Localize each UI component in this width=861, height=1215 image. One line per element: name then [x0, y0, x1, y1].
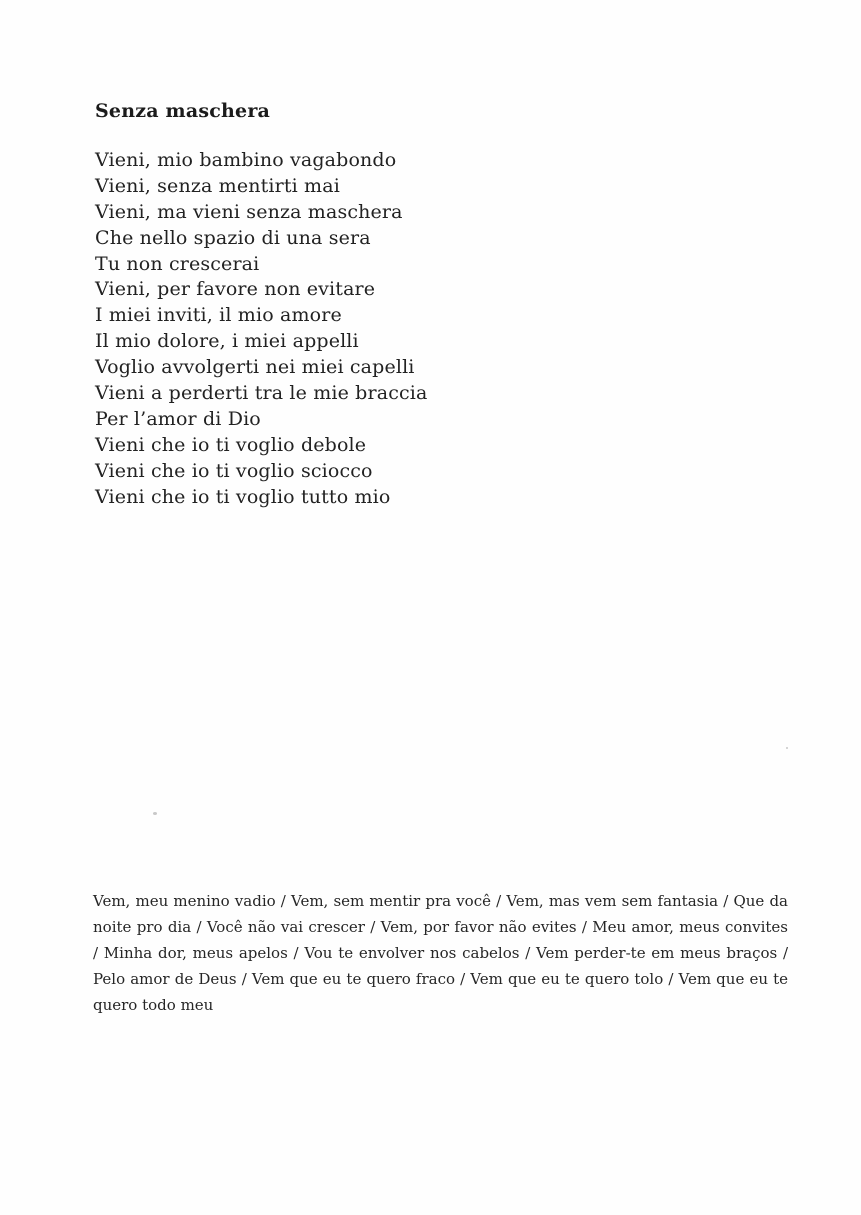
poem-line: Vieni, senza mentirti mai [95, 174, 340, 197]
poem-line: I miei inviti, il mio amore [95, 304, 342, 327]
poem-line: Vieni, mio bambino vagabondo [95, 149, 397, 171]
poem-line: Il mio dolore, i miei appelli [95, 330, 359, 353]
paper-speck [786, 747, 788, 749]
poem-line: Tu non crescerai [95, 252, 260, 275]
poem-line: Vieni, per favore non evitare [95, 278, 376, 301]
poem-line: Voglio avvolgerti nei miei capelli [95, 356, 415, 379]
portuguese-translation: Vem, meu menino vadio / Vem, sem mentir pra você / Vem, mas vem sem fantasia / Que da noite pro dia / Você não vai crescer / Vem, por favor não evites / Meu amor, meus convites / Minha dor, meus apelos / Vou te envolver nos cabelos / Vem perder-te em meus braços / Pelo amor de Deus / Vem que eu te quero fraco / Vem que eu te quero tolo / Vem que eu te quero todo meu [93, 892, 788, 1014]
poem-line: Vieni che io ti voglio sciocco [95, 459, 373, 482]
poem-line: Vieni che io ti voglio tutto mio [95, 485, 391, 508]
poem-verse [95, 148, 428, 510]
poem-line: Per l’amor di Dio [95, 407, 261, 430]
poem-line: Vieni che io ti voglio debole [95, 433, 367, 456]
poem-title: Senza maschera [95, 100, 271, 122]
poem-line: Vieni a perderti tra le mie braccia [95, 382, 428, 405]
poem-line: Che nello spazio di una sera [95, 226, 371, 249]
poem-line: Vieni, ma vieni senza maschera [95, 200, 403, 223]
paper-speck [153, 812, 157, 815]
